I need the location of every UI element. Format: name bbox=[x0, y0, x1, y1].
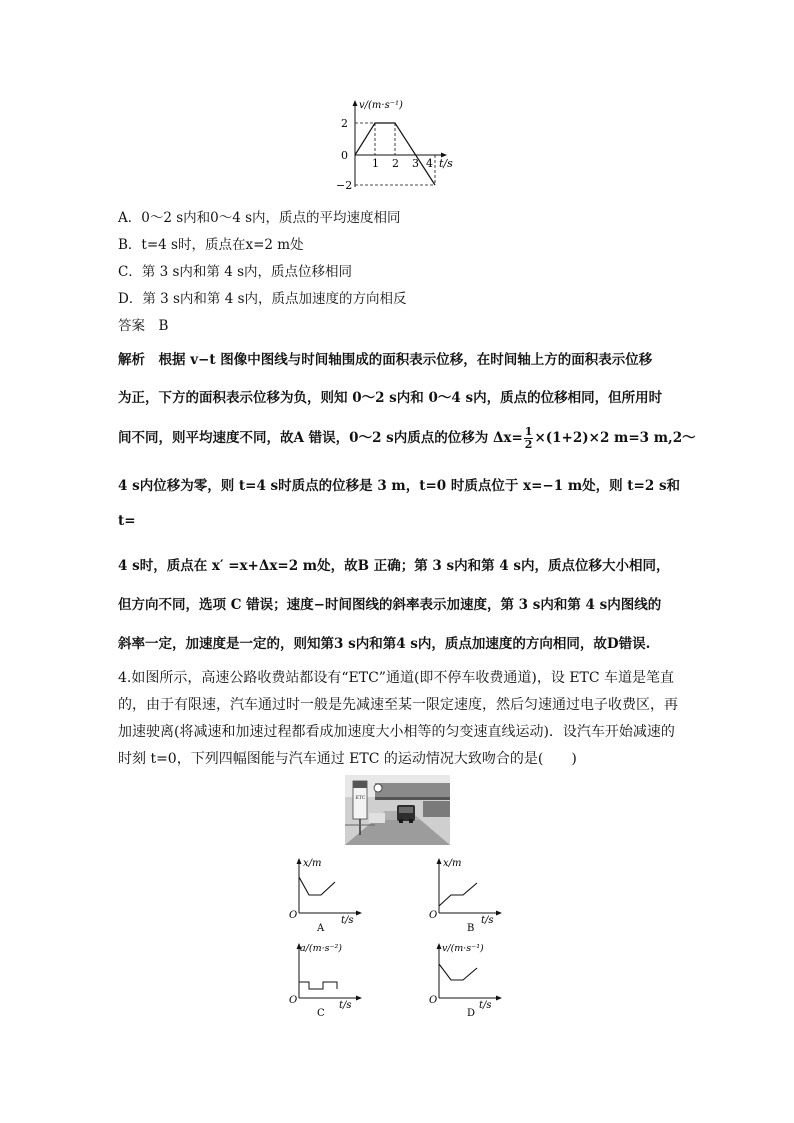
x-axis-label: t/s bbox=[439, 157, 453, 170]
velocity-time-graph bbox=[335, 95, 465, 195]
y-tick-2: 2 bbox=[341, 117, 348, 130]
question-4-line-1: 4.如图所示，高速公路收费站都设有“ETC”通道(即不停车收费通道)，设 ETC 车道是笔直 bbox=[118, 670, 675, 686]
graph-d-x-arrow bbox=[496, 996, 502, 1001]
y-axis-label: v/(m·s⁻¹) bbox=[359, 100, 403, 111]
option-d: D．第 3 s内和第 4 s内，质点加速度的方向相反 bbox=[118, 291, 407, 307]
question-4-line-3: 加速驶离(将减速和加速过程都看成加速度大小相等的匀变速直线运动)．设汽车开始减速的 bbox=[118, 724, 675, 740]
graph-c-caption: C bbox=[317, 1008, 325, 1019]
solution-line-3-text-a: 间不同，则平均速度不同，故A 错误，0～2 s内质点的位移为 Δx= bbox=[118, 430, 523, 446]
solution-line-1: 解析 根据 v−t 图像中图线与时间轴围成的面积表示位移，在时间轴上方的面积表示位移 bbox=[118, 352, 653, 368]
graph-d-xlabel: t/s bbox=[479, 1000, 492, 1011]
y-tick-0: 0 bbox=[341, 149, 348, 162]
fraction-numerator: 1 bbox=[524, 425, 533, 438]
choice-graph-a bbox=[285, 855, 365, 935]
etc-photo-illustration bbox=[345, 775, 450, 845]
option-b: B．t=4 s时，质点在x=2 m处 bbox=[118, 237, 304, 253]
graph-d-curve bbox=[439, 964, 477, 980]
graph-d-ylabel: v/(m·s⁻¹) bbox=[442, 943, 484, 954]
graph-b-y-arrow bbox=[437, 858, 442, 864]
fraction-denominator: 2 bbox=[524, 438, 533, 451]
graph-c-x-arrow bbox=[356, 996, 362, 1001]
choice-graph-d bbox=[425, 940, 510, 1020]
x-tick-1: 1 bbox=[372, 157, 379, 170]
y-tick-neg2: −2 bbox=[336, 179, 353, 192]
solution-line-8: 斜率一定，加速度是一定的，则知第3 s内和第4 s内，质点加速度的方向相同，故D错误. bbox=[118, 636, 651, 652]
graph-b-xlabel: t/s bbox=[481, 915, 494, 926]
graph-d-origin: O bbox=[429, 995, 438, 1006]
graph-c-xlabel: t/s bbox=[339, 1000, 352, 1011]
x-tick-4: 4 bbox=[426, 157, 433, 170]
y-axis-arrow bbox=[353, 100, 358, 106]
option-c: C．第 3 s内和第 4 s内，质点位移相同 bbox=[118, 264, 353, 280]
graph-b-ylabel: x/m bbox=[443, 858, 462, 869]
graph-d-y-arrow bbox=[437, 943, 442, 949]
graph-b-origin: O bbox=[429, 910, 438, 921]
graph-a-origin: O bbox=[289, 910, 298, 921]
answer-line: 答案 B bbox=[118, 318, 169, 334]
solution-line-3-text-b: ×(1+2)×2 m=3 m,2～ bbox=[534, 430, 696, 446]
solution-line-4: 4 s内位移为零，则 t=4 s时质点的位移是 3 m，t=0 时质点位于 x=−1 m处，则 t=2 s和 bbox=[118, 478, 681, 494]
solution-line-6: 4 s时，质点在 x′ =x+Δx=2 m处，故B 正确；第 3 s内和第 4 s内，质点位移大小相同， bbox=[118, 558, 670, 574]
x-tick-3: 3 bbox=[412, 157, 419, 170]
graph-a-x-arrow bbox=[356, 911, 362, 916]
solution-line-7: 但方向不同，选项 C 错误；速度−时间图线的斜率表示加速度，第 3 s内和第 4 s内图线的 bbox=[118, 597, 662, 613]
graph-a-caption: A bbox=[317, 923, 325, 934]
graph-a-ylabel: x/m bbox=[303, 858, 322, 869]
etc-toll-photo bbox=[345, 775, 450, 845]
graph-d-caption: D bbox=[467, 1008, 476, 1019]
fraction-half bbox=[524, 426, 534, 451]
graph-a-curve bbox=[299, 877, 335, 895]
graph-b-x-arrow bbox=[496, 911, 502, 916]
option-a: A．0～2 s内和0～4 s内，质点的平均速度相同 bbox=[118, 210, 401, 226]
graph-a-xlabel: t/s bbox=[341, 915, 354, 926]
question-4-line-2: 的，由于有限速，汽车通过时一般是先减速至某一限定速度，然后匀速通过电子收费区，再 bbox=[118, 697, 678, 713]
choice-graph-b bbox=[425, 855, 505, 935]
graph-b-caption: B bbox=[467, 923, 475, 934]
etc-sign-label: ETC bbox=[355, 796, 366, 801]
graph-a-y-arrow bbox=[297, 858, 302, 864]
graph-c-ylabel: a/(m·s⁻²) bbox=[300, 943, 343, 954]
solution-line-5: t= bbox=[118, 513, 136, 529]
solution-line-2: 为正，下方的面积表示位移为负，则知 0～2 s内和 0～4 s内，质点的位移相同，但所用时 bbox=[118, 390, 663, 406]
x-tick-2: 2 bbox=[392, 157, 399, 170]
solution-line-3 bbox=[118, 426, 696, 451]
choice-graph-c bbox=[285, 940, 370, 1020]
graph-c-origin: O bbox=[289, 995, 298, 1006]
graph-c-curve bbox=[299, 982, 337, 989]
graph-b-curve bbox=[439, 883, 477, 906]
question-4-line-4: 时刻 t=0，下列四幅图能与汽车通过 ETC 的运动情况大致吻合的是( ) bbox=[118, 751, 577, 767]
